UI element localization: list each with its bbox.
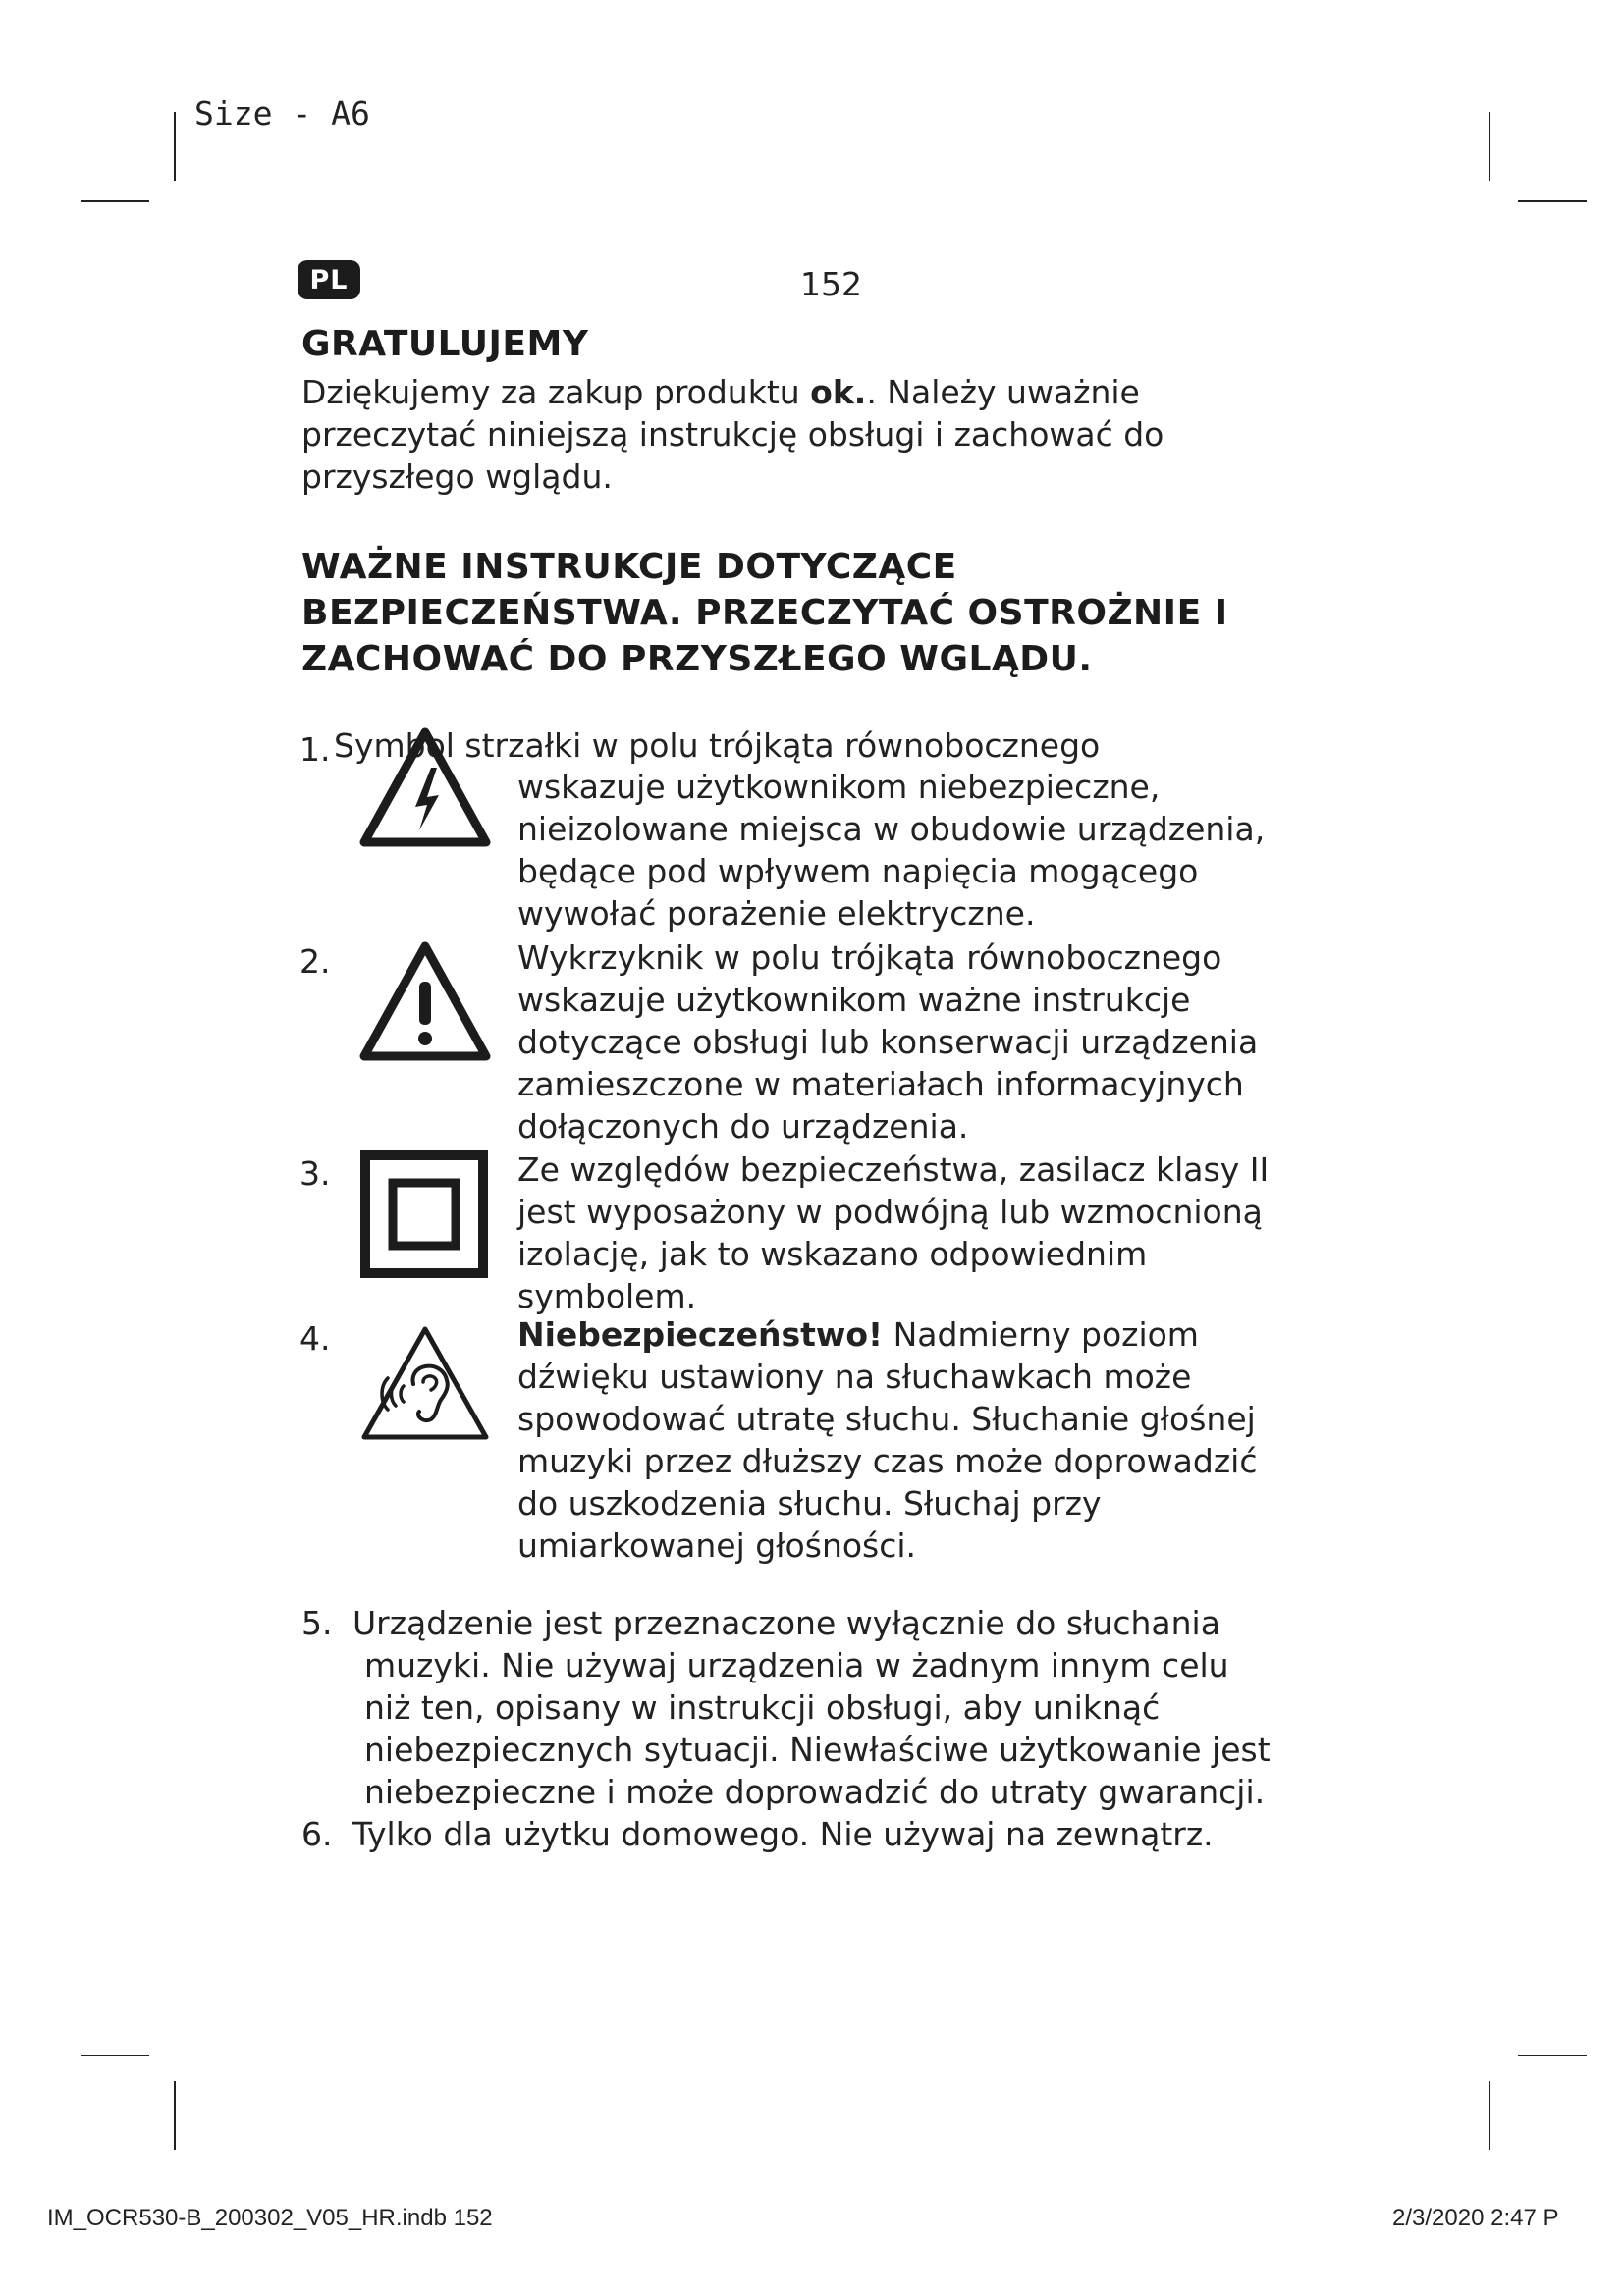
lightning-warning-triangle-icon (358, 726, 492, 848)
item-2-line: dotyczące obsługi lub konserwacji urządzenia (517, 1023, 1259, 1061)
item-number-1: 1. (299, 730, 331, 769)
crop-mark-bottom-left-horizontal (81, 2055, 149, 2056)
list-item-6 (301, 1813, 1391, 1855)
item-3-line: izolację, jak to wskazano odpowiednim (517, 1235, 1148, 1273)
brand-name: ok. (810, 373, 867, 411)
item-3-text (517, 1148, 1269, 1317)
item-3-line: symbolem. (517, 1277, 697, 1315)
class-ii-double-square-icon (360, 1150, 488, 1278)
print-file-info: IM_OCR530-B_200302_V05_HR.indb 152 (47, 2205, 493, 2231)
item-number-6: 6. (301, 1815, 333, 1853)
item-2-line: zamieszczone w materiałach informacyjnych (517, 1065, 1244, 1103)
item-2-line: Wykrzyknik w polu trójkąta równobocznego (517, 938, 1222, 977)
item-1-text (517, 766, 1265, 934)
item-6-text (352, 1813, 1214, 1855)
item-4-lead-line (517, 1313, 1257, 1356)
congratulations-title: GRATULUJEMY (301, 324, 589, 364)
item-4-lead-rest: Nadmierny poziom (883, 1315, 1199, 1354)
item-4-line: dźwięku ustawiony na słuchawkach może (517, 1358, 1192, 1396)
item-number-5: 5. (301, 1604, 333, 1642)
intro-line-2: przeczytać niniejszą instrukcję obsługi i zachować do (301, 415, 1164, 454)
item-1-line: wskazuje użytkownikom niebezpieczne, (517, 768, 1161, 806)
safety-heading-line-1: WAŻNE INSTRUKCJE DOTYCZĄCE (301, 547, 957, 587)
safety-heading-line-2: BEZPIECZEŃSTWA. PRZECZYTAĆ OSTROŻNIE I (301, 593, 1228, 633)
print-size-label: Size - A6 (194, 94, 370, 133)
item-3-line: Ze względów bezpieczeństwa, zasilacz klasy II (517, 1150, 1270, 1189)
item-6-line: Tylko dla użytku domowego. Nie używaj na zewnątrz. (352, 1815, 1214, 1853)
item-3-line: jest wyposażony w podwójną lub wzmocnioną (517, 1193, 1263, 1231)
item-4-line: do uszkodzenia słuchu. Słuchaj przy (517, 1484, 1102, 1522)
exclamation-warning-triangle-icon (358, 940, 492, 1062)
hearing-damage-warning-icon (358, 1321, 492, 1443)
item-number-2: 2. (299, 942, 331, 981)
intro-text: Dziękujemy za zakup produktu (301, 373, 811, 411)
item-4-line: spowodować utratę słuchu. Słuchanie głośnej (517, 1400, 1256, 1438)
crop-mark-top-left-vertical (174, 112, 176, 181)
item-1-first-line: Symbol strzałki w polu trójkąta równobocznego (334, 726, 1101, 765)
language-badge: PL (298, 260, 360, 299)
intro-line-1 (301, 371, 1381, 413)
item-5-text (352, 1602, 1271, 1813)
crop-mark-top-left-horizontal (81, 200, 149, 202)
intro-line-3: przyszłego wglądu. (301, 457, 613, 496)
item-4-line: muzyki przez dłuższy czas może doprowadzić (517, 1442, 1258, 1480)
danger-label: Niebezpieczeństwo! (517, 1315, 884, 1354)
safety-heading (301, 544, 1381, 682)
intro-text: . Należy uważnie (866, 373, 1140, 411)
item-4-text (517, 1313, 1257, 1567)
item-2-line: dołączonych do urządzenia. (517, 1107, 969, 1146)
safety-heading-line-3: ZACHOWAĆ DO PRZYSZŁEGO WGLĄDU. (301, 639, 1093, 679)
intro-paragraph (301, 371, 1381, 498)
item-5-line: niż ten, opisany w instrukcji obsługi, aby uniknąć (364, 1688, 1161, 1727)
item-number-4: 4. (299, 1319, 331, 1358)
item-5-line: niebezpiecznych sytuacji. Niewłaściwe użytkowanie jest (364, 1731, 1271, 1769)
item-2-line: wskazuje użytkownikom ważne instrukcje (517, 981, 1191, 1019)
general-instructions-list (301, 1602, 1391, 1855)
crop-mark-top-right-vertical (1489, 112, 1490, 181)
item-1-line: nieizolowane miejsca w obudowie urządzenia, (517, 810, 1266, 848)
item-5-line: niebezpieczne i może doprowadzić do utraty gwarancji. (364, 1773, 1266, 1811)
crop-mark-bottom-left-vertical (174, 2081, 176, 2150)
item-5-line: muzyki. Nie używaj urządzenia w żadnym innym celu (364, 1646, 1229, 1684)
print-timestamp: 2/3/2020 2:47 P (1392, 2205, 1559, 2231)
item-2-text (517, 936, 1258, 1148)
item-5-line: Urządzenie jest przeznaczone wyłącznie do słuchania (352, 1604, 1220, 1642)
list-item-5 (301, 1602, 1391, 1813)
crop-mark-bottom-right-vertical (1489, 2081, 1490, 2150)
item-1-line: wywołać porażenie elektryczne. (517, 894, 1036, 933)
item-number-3: 3. (299, 1154, 331, 1193)
crop-mark-bottom-right-horizontal (1518, 2055, 1587, 2056)
page-number: 152 (800, 265, 862, 303)
crop-mark-top-right-horizontal (1518, 200, 1587, 202)
item-4-line: umiarkowanej głośności. (517, 1526, 917, 1565)
item-1-line: będące pod wpływem napięcia mogącego (517, 852, 1199, 890)
